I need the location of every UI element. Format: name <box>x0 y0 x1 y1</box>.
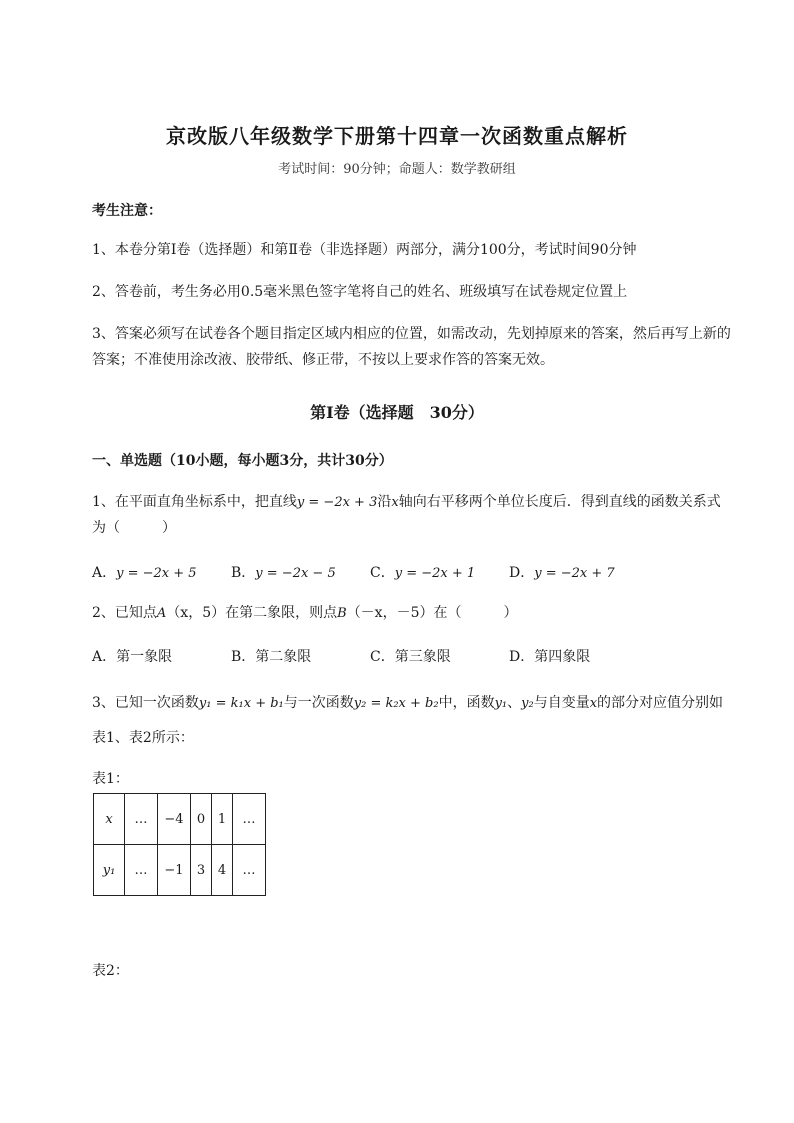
q2-text: （－x，－5）在（ ） <box>346 605 518 621</box>
q1-axis: x <box>391 495 399 510</box>
question-3 <box>92 690 742 717</box>
q3-text: 、 <box>507 695 522 711</box>
table-row <box>94 845 266 896</box>
option-text: 第三象限 <box>394 649 451 665</box>
q2-option-d[interactable] <box>509 646 648 666</box>
option-expression: y = −2x + 1 <box>394 566 476 581</box>
q2-text: 2、已知点 <box>92 605 157 621</box>
option-expression: y = −2x + 5 <box>116 566 197 581</box>
table-cell: −1 <box>158 845 191 896</box>
q1-text: 沿 <box>377 494 392 510</box>
table-cell: 1 <box>212 794 233 845</box>
option-text: 第四象限 <box>534 649 591 665</box>
table-cell: … <box>125 845 158 896</box>
table-cell: 4 <box>212 845 233 896</box>
q2-point-a: A <box>156 606 167 621</box>
section-title: 第I卷（选择题 30分） <box>310 403 484 422</box>
table-cell: y₁ <box>94 845 125 896</box>
question-2 <box>92 600 742 627</box>
q2-options <box>92 646 742 666</box>
q3-text: 3、已知一次函数 <box>92 695 199 711</box>
q1-option-d[interactable] <box>509 562 648 582</box>
q3-text: 与自变量 <box>533 695 590 711</box>
q3-text: 中，函数 <box>438 695 495 711</box>
option-label: C． <box>370 565 395 581</box>
notice-heading: 考生注意： <box>92 203 162 219</box>
q1-option-b[interactable] <box>231 562 370 582</box>
q3-var-y2: y₂ <box>521 696 534 711</box>
option-expression: y = −2x + 7 <box>534 566 615 581</box>
notice-item-1: 1、本卷分第I卷（选择题）和第Ⅱ卷（非选择题）两部分，满分100分，考试时间90分钟 <box>92 242 637 258</box>
table-cell: −4 <box>158 794 191 845</box>
notice-item-2: 2、答卷前，考生务必用0.5毫米黑色签字笔将自己的姓名、班级填写在试卷规定位置上 <box>92 284 628 300</box>
q1-option-a[interactable] <box>92 562 231 582</box>
table-cell: x <box>94 794 125 845</box>
q3-text: 与一次函数 <box>283 695 354 711</box>
part-heading: 一、单选题（10小题，每小题3分，共计30分） <box>92 453 393 469</box>
q3-function-2: y₂ = k₂x + b₂ <box>353 696 439 711</box>
table-cell: … <box>125 794 158 845</box>
q2-text: （x，5）在第二象限，则点 <box>166 605 338 621</box>
question-1-line2: 为（ ） <box>92 520 176 536</box>
option-label: C． <box>370 649 395 665</box>
q3-text: 的部分对应值分别如 <box>597 695 724 711</box>
option-label: B． <box>231 565 256 581</box>
q2-point-b: B <box>337 606 347 621</box>
option-label: D． <box>509 649 535 665</box>
q3-var-y1: y₁ <box>494 696 508 711</box>
option-label: A． <box>92 649 117 665</box>
notice-item-3: 3、答案必须写在试卷各个题目指定区域内相应的位置，如需改动，先划掉原来的答案，然后再写上新的答案；不准使用涂改液、胶带纸、修正带，不按以上要求作答的答案无效。 <box>92 326 731 368</box>
exam-info: 考试时间：90分钟；命题人：数学教研组 <box>278 162 516 177</box>
option-label: D． <box>509 565 535 581</box>
q1-options <box>92 562 742 582</box>
option-text: 第二象限 <box>255 649 312 665</box>
option-label: A． <box>92 565 117 581</box>
q2-option-b[interactable] <box>231 646 370 666</box>
q3-function-1: y₁ = k₁x + b₁ <box>198 696 284 711</box>
table-cell: … <box>233 845 266 896</box>
q3-var-x: x <box>589 696 598 711</box>
q2-option-a[interactable] <box>92 646 231 666</box>
q1-text: 1、在平面直角坐标系中，把直线 <box>92 494 297 510</box>
q1-text: 轴向右平移两个单位长度后．得到直线的函数关系式 <box>398 494 721 510</box>
table-1-label: 表1： <box>92 771 129 787</box>
option-label: B． <box>231 649 256 665</box>
question-1 <box>92 489 742 516</box>
table-cell: … <box>233 794 266 845</box>
table-2-label: 表2： <box>92 963 129 979</box>
option-text: 第一象限 <box>116 649 173 665</box>
table-row <box>94 794 266 845</box>
question-3-line2: 表1、表2所示： <box>92 730 194 746</box>
option-expression: y = −2x − 5 <box>255 566 336 581</box>
q1-option-c[interactable] <box>370 562 509 582</box>
page-title: 京改版八年级数学下册第十四章一次函数重点解析 <box>166 124 628 148</box>
table-cell: 0 <box>191 794 212 845</box>
table-cell: 3 <box>191 845 212 896</box>
q2-option-c[interactable] <box>370 646 509 666</box>
q1-expression: y = −2x + 3 <box>296 495 378 510</box>
table-1 <box>93 793 266 896</box>
